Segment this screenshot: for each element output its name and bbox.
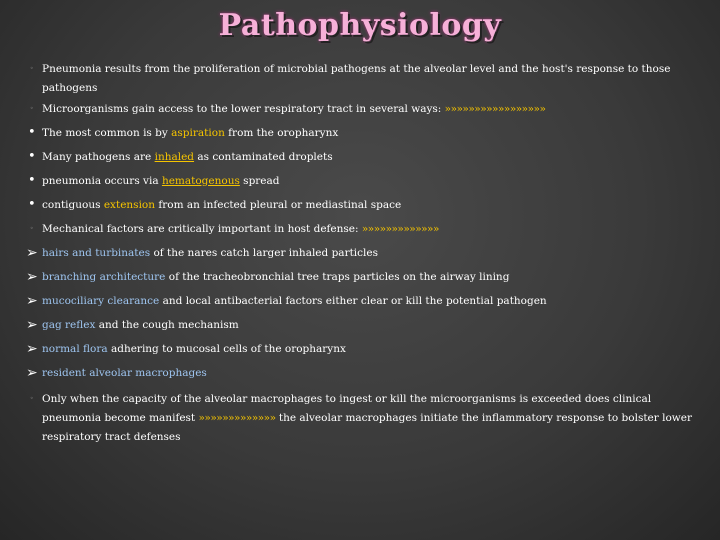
text-run: of the tracheobronchial tree traps particles on the airway lining bbox=[165, 271, 510, 283]
text-run: as contaminated droplets bbox=[194, 151, 333, 163]
list-item-text bbox=[42, 148, 702, 167]
arrow-bullet-icon: ➢ bbox=[26, 245, 38, 261]
list-item-text bbox=[42, 390, 702, 447]
text-run: from an infected pleural or mediastinal space bbox=[155, 199, 402, 211]
list-item-text bbox=[42, 124, 702, 143]
text-run: from the oropharynx bbox=[224, 127, 339, 139]
slide-title: Pathophysiology bbox=[218, 8, 502, 43]
text-run: adhering to mucosal cells of the oropharynx bbox=[107, 343, 346, 355]
bullet-icon: ◦ bbox=[30, 105, 34, 112]
list-item-text bbox=[42, 364, 702, 383]
highlighted-term: extension bbox=[103, 199, 156, 211]
chevron-arrows: »»»»»»»»»»»»»»»»» bbox=[444, 103, 546, 115]
chevron-arrows: »»»»»»»»»»»»» bbox=[198, 412, 276, 424]
text-run: Microorganisms gain access to the lower respiratory tract in several ways: bbox=[42, 103, 445, 115]
bullet-icon: • bbox=[28, 149, 36, 164]
list-item-text bbox=[42, 244, 702, 263]
highlighted-term: gag reflex bbox=[42, 319, 96, 331]
highlighted-term: mucociliary clearance bbox=[42, 295, 160, 307]
list-item-text bbox=[42, 292, 702, 311]
highlighted-term: aspiration bbox=[171, 127, 225, 139]
highlighted-term: inhaled bbox=[154, 151, 195, 163]
text-run: the alveolar macrophages initiate the inflammatory response to bolster lower respiratory tract defenses bbox=[42, 412, 693, 443]
text-run: Mechanical factors are critically important in host defense: bbox=[42, 223, 362, 235]
arrow-bullet-icon: ➢ bbox=[26, 293, 38, 309]
arrow-bullet-icon: ➢ bbox=[26, 365, 38, 381]
list-item-text bbox=[42, 220, 702, 239]
text-run: contiguous bbox=[42, 199, 104, 211]
bullet-icon: • bbox=[28, 125, 36, 140]
text-run: Only when the capacity of the alveolar macrophages to ingest or kill the microorganisms is exceeded does clinical pneumonia become manifest bbox=[42, 393, 652, 424]
list-item-text bbox=[42, 172, 702, 191]
text-run: and the cough mechanism bbox=[95, 319, 239, 331]
bullet-icon: • bbox=[28, 197, 36, 212]
bullet-icon: ◦ bbox=[30, 395, 34, 402]
highlighted-term: hematogenous bbox=[161, 175, 240, 187]
text-run: pneumonia occurs via bbox=[42, 175, 162, 187]
bullet-icon: ◦ bbox=[30, 65, 34, 72]
highlighted-term: hairs and turbinates bbox=[42, 247, 151, 259]
bullet-icon: • bbox=[28, 173, 36, 188]
list-item-text bbox=[42, 60, 702, 98]
highlighted-term: resident alveolar macrophages bbox=[42, 367, 207, 379]
list-item-text bbox=[42, 268, 702, 287]
bullet-icon: ◦ bbox=[30, 225, 34, 232]
list-item-text bbox=[42, 316, 702, 335]
highlighted-term: branching architecture bbox=[42, 271, 166, 283]
list-item-text bbox=[42, 196, 702, 215]
arrow-bullet-icon: ➢ bbox=[26, 317, 38, 333]
text-run: and local antibacterial factors either clear or kill the potential pathogen bbox=[159, 295, 547, 307]
list-item-text bbox=[42, 100, 702, 119]
text-run: The most common is by bbox=[42, 127, 172, 139]
text-run: Many pathogens are bbox=[42, 151, 155, 163]
text-run: Pneumonia results from the proliferation of microbial pathogens at the alveolar level and the host's response to those pathogens bbox=[42, 63, 671, 94]
highlighted-term: normal flora bbox=[42, 343, 108, 355]
arrow-bullet-icon: ➢ bbox=[26, 269, 38, 285]
chevron-arrows: »»»»»»»»»»»»» bbox=[361, 223, 439, 235]
text-run: of the nares catch larger inhaled particles bbox=[150, 247, 379, 259]
list-item-text bbox=[42, 340, 702, 359]
arrow-bullet-icon: ➢ bbox=[26, 341, 38, 357]
text-run: spread bbox=[239, 175, 280, 187]
